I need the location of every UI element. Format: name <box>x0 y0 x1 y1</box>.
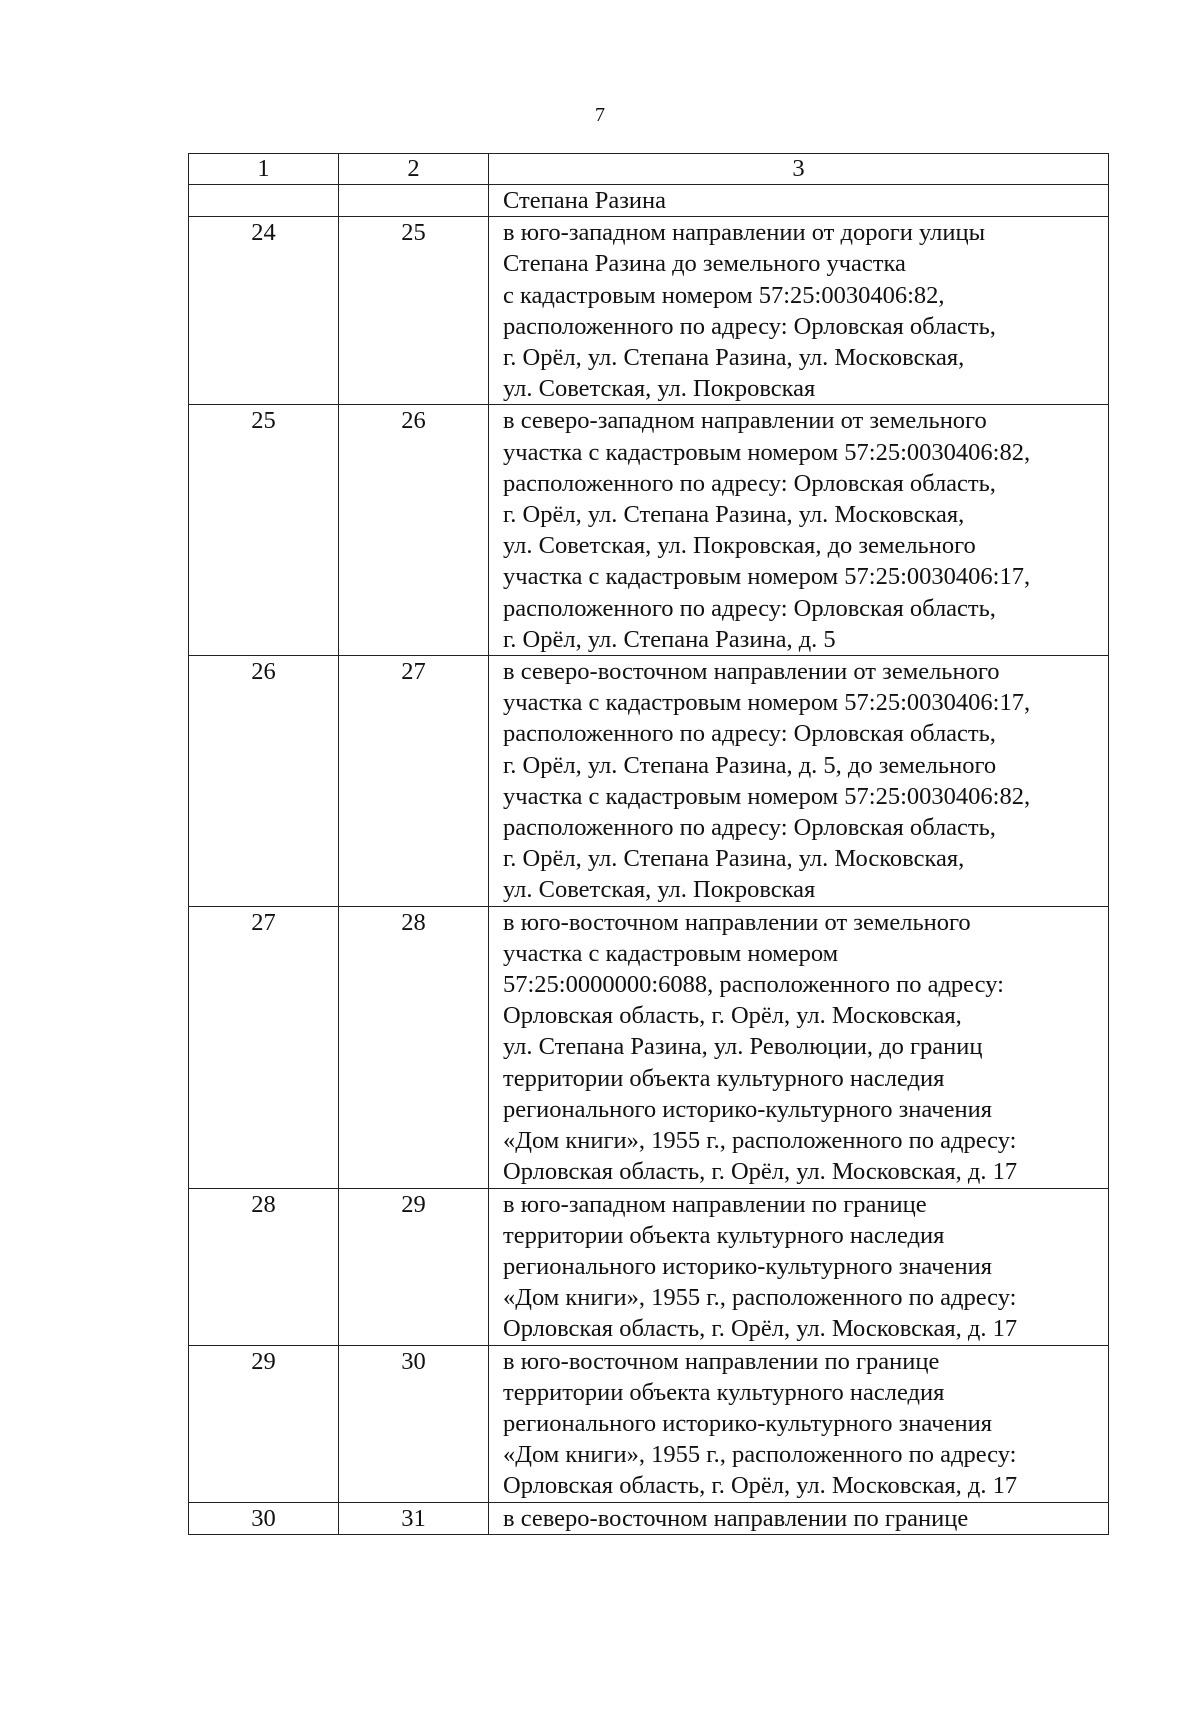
description-line: ул. Советская, ул. Покровская, до земельного <box>503 532 976 560</box>
description-line: «Дом книги», 1955 г., расположенного по адресу: <box>503 1441 1017 1469</box>
description-line: в северо-западном направлении от земельного <box>503 407 987 435</box>
point-from-number: 30 <box>189 1502 339 1534</box>
table-header-row <box>189 154 1109 185</box>
table-body <box>189 154 1109 1535</box>
point-to-number: 31 <box>339 1502 489 1534</box>
table-row <box>189 906 1109 1188</box>
table-row <box>189 217 1109 405</box>
header-col-1: 1 <box>189 154 339 185</box>
point-from-number: 25 <box>189 405 339 656</box>
table-row <box>189 185 1109 217</box>
table-row <box>189 1188 1109 1345</box>
boundary-description <box>489 906 1109 1188</box>
description-line: в северо-восточном направлении от земельного <box>503 658 1000 686</box>
point-to-number: 30 <box>339 1345 489 1502</box>
boundary-description <box>489 656 1109 907</box>
header-col-3: 3 <box>489 154 1109 185</box>
table-row <box>189 405 1109 656</box>
boundary-description <box>489 185 1109 217</box>
description-line: в юго-западном направлении по границе <box>503 1190 927 1218</box>
description-line: с кадастровым номером 57:25:0030406:82, <box>503 281 945 309</box>
description-line: участка с кадастровым номером 57:25:0030406:82, <box>503 782 1031 810</box>
point-to-number: 25 <box>339 217 489 405</box>
description-line: Степана Разина до земельного участка <box>503 250 906 278</box>
description-line: г. Орёл, ул. Степана Разина, д. 5 <box>503 625 836 653</box>
description-line: г. Орёл, ул. Степана Разина, д. 5, до земельного <box>503 751 997 779</box>
description-line: в северо-восточном направлении по границе <box>503 1504 969 1532</box>
page-number: 7 <box>595 104 605 126</box>
description-line: «Дом книги», 1955 г., расположенного по адресу: <box>503 1127 1017 1155</box>
description-line: расположенного по адресу: Орловская область, <box>503 312 996 340</box>
description-line: в юго-западном направлении от дороги улицы <box>503 219 986 247</box>
description-line: расположенного по адресу: Орловская область, <box>503 814 996 842</box>
description-line: расположенного по адресу: Орловская область, <box>503 469 996 497</box>
description-line: г. Орёл, ул. Степана Разина, ул. Московская, <box>503 344 965 372</box>
description-line: Орловская область, г. Орёл, ул. Московская, д. 17 <box>503 1472 1018 1500</box>
description-line: участка с кадастровым номером <box>503 939 839 967</box>
description-line: ул. Степана Разина, ул. Революции, до границ <box>503 1033 983 1061</box>
boundary-description <box>489 1188 1109 1345</box>
point-to-number: 28 <box>339 906 489 1188</box>
point-from-number <box>189 185 339 217</box>
point-from-number: 29 <box>189 1345 339 1502</box>
point-to-number: 26 <box>339 405 489 656</box>
point-from-number: 27 <box>189 906 339 1188</box>
description-line: в юго-восточном направлении по границе <box>503 1347 940 1375</box>
point-from-number: 24 <box>189 217 339 405</box>
description-line: расположенного по адресу: Орловская область, <box>503 720 996 748</box>
boundary-description <box>489 1502 1109 1534</box>
description-line: ул. Советская, ул. Покровская <box>503 876 816 904</box>
table-row <box>189 1502 1109 1534</box>
description-line: регионального историко-культурного значения <box>503 1252 992 1280</box>
description-line: 57:25:0000000:6088, расположенного по адресу: <box>503 971 1004 999</box>
description-line: регионального историко-культурного значения <box>503 1095 992 1123</box>
description-line: участка с кадастровым номером 57:25:0030406:82, <box>503 438 1031 466</box>
header-col-2: 2 <box>339 154 489 185</box>
description-line: Орловская область, г. Орёл, ул. Московская, д. 17 <box>503 1158 1018 1186</box>
point-from-number: 28 <box>189 1188 339 1345</box>
description-line: г. Орёл, ул. Степана Разина, ул. Московская, <box>503 845 965 873</box>
description-line: территории объекта культурного наследия <box>503 1064 945 1092</box>
boundary-points-table <box>188 153 1109 1535</box>
description-line: территории объекта культурного наследия <box>503 1378 945 1406</box>
point-to-number <box>339 185 489 217</box>
description-line: Орловская область, г. Орёл, ул. Московская, <box>503 1002 962 1030</box>
description-line: г. Орёл, ул. Степана Разина, ул. Московская, <box>503 501 965 529</box>
description-line: Степана Разина <box>503 187 666 214</box>
boundary-description <box>489 405 1109 656</box>
table-row <box>189 1345 1109 1502</box>
description-line: ул. Советская, ул. Покровская <box>503 375 816 403</box>
description-line: «Дом книги», 1955 г., расположенного по адресу: <box>503 1284 1017 1312</box>
description-line: расположенного по адресу: Орловская область, <box>503 594 996 622</box>
description-line: участка с кадастровым номером 57:25:0030406:17, <box>503 563 1031 591</box>
description-line: территории объекта культурного наследия <box>503 1221 945 1249</box>
description-line: в юго-восточном направлении от земельного <box>503 908 971 936</box>
boundary-description <box>489 217 1109 405</box>
description-line: участка с кадастровым номером 57:25:0030406:17, <box>503 689 1031 717</box>
point-from-number: 26 <box>189 656 339 907</box>
point-to-number: 29 <box>339 1188 489 1345</box>
description-line: Орловская область, г. Орёл, ул. Московская, д. 17 <box>503 1315 1018 1343</box>
point-to-number: 27 <box>339 656 489 907</box>
table-row <box>189 656 1109 907</box>
boundary-description <box>489 1345 1109 1502</box>
description-line: регионального историко-культурного значения <box>503 1409 992 1437</box>
